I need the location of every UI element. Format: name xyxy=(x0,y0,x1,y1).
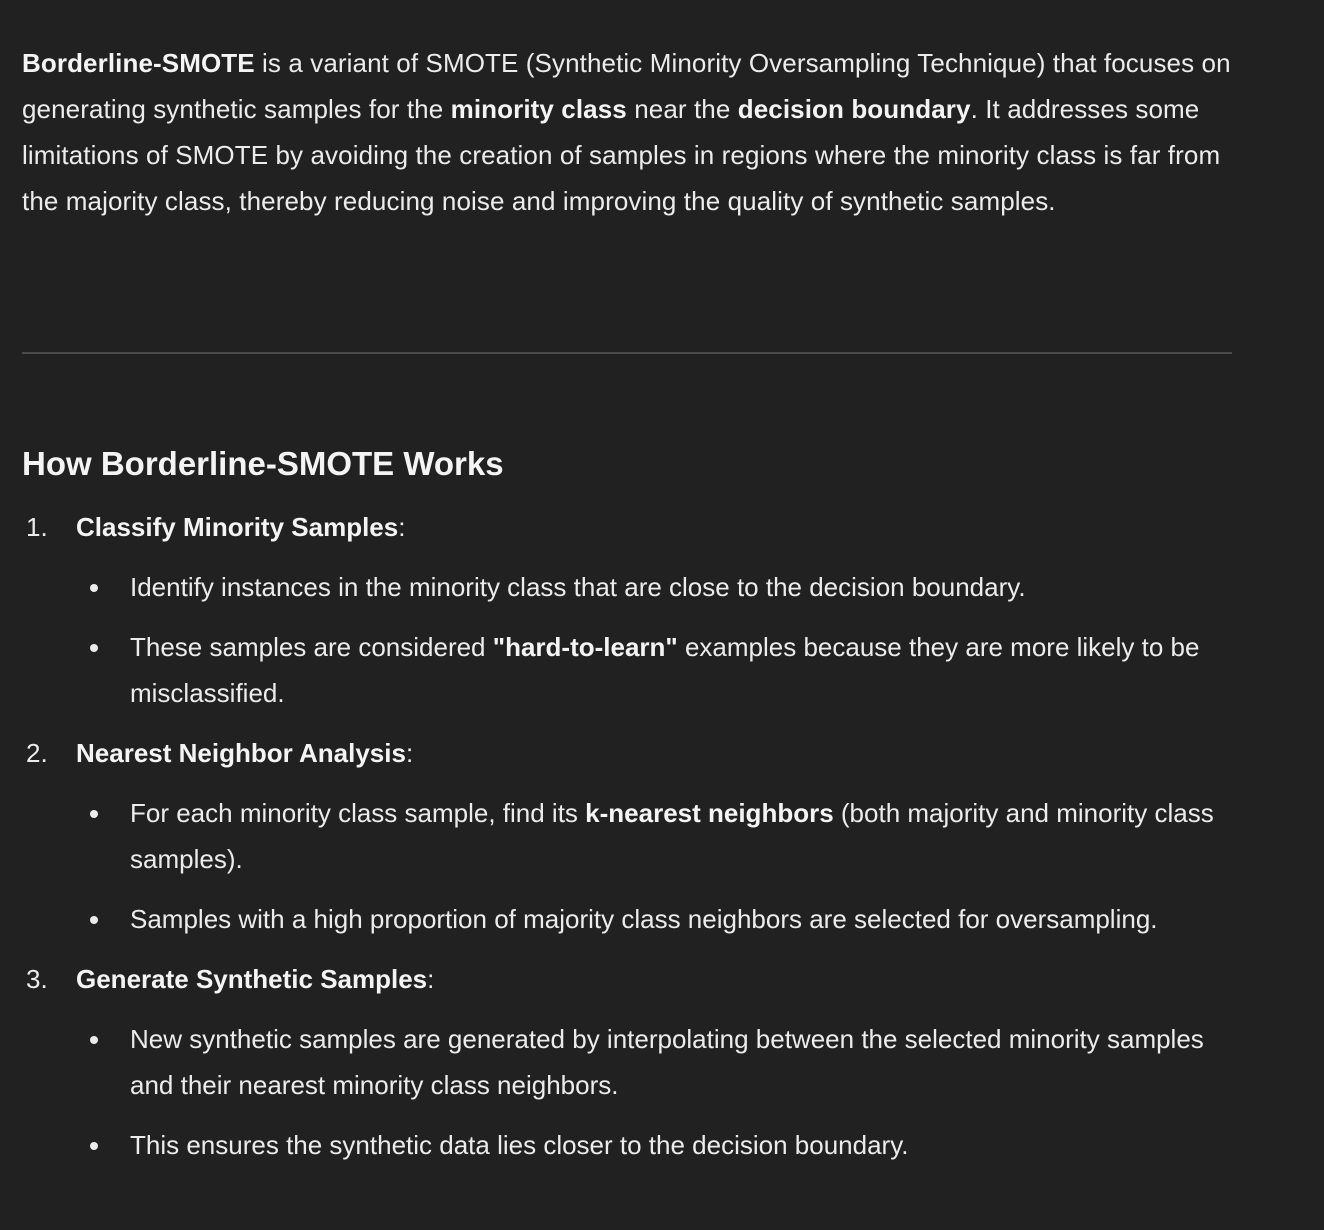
step-header xyxy=(22,956,1232,1002)
step-title-colon: : xyxy=(405,738,414,768)
bullet-text-bold: k-nearest neighbors xyxy=(585,798,834,828)
bullet-text-post: (both majority and minority class samples). xyxy=(130,798,1214,874)
bullet-dot-icon xyxy=(90,1142,98,1150)
step-title-colon: : xyxy=(398,512,406,542)
document-content xyxy=(22,40,1232,1160)
step-title-text: Classify Minority Samples xyxy=(76,512,399,542)
step-number: 3. xyxy=(26,964,48,994)
bullet-item xyxy=(22,564,1232,610)
step-title-text: Generate Synthetic Samples xyxy=(76,964,428,994)
step-header xyxy=(22,504,1232,550)
step-bullets xyxy=(22,1016,1232,1168)
step-title xyxy=(76,956,434,1002)
bullet-dot-icon xyxy=(90,584,98,592)
section-heading: How Borderline-SMOTE Works xyxy=(22,445,504,482)
bullet-text-pre: For each minority class sample, find its xyxy=(130,798,586,828)
bullet-dot-icon xyxy=(90,1036,98,1044)
step-header xyxy=(22,730,1232,776)
bullet-dot-icon xyxy=(90,916,98,924)
intro-bold-minority-class: minority class xyxy=(450,94,627,124)
step-item xyxy=(22,956,1232,1168)
bullet-text: This ensures the synthetic data lies closer to the decision boundary. xyxy=(130,1130,909,1160)
bullet-text: Samples with a high proportion of majority class neighbors are selected for oversampling. xyxy=(130,904,1158,934)
bullet-text-pre: These samples are considered xyxy=(130,632,493,662)
step-item xyxy=(22,730,1232,942)
step-bullets xyxy=(22,564,1232,716)
bullet-item xyxy=(22,896,1232,942)
step-number: 1. xyxy=(26,512,48,542)
step-title-colon: : xyxy=(427,964,435,994)
section-divider xyxy=(22,352,1232,354)
bullet-dot-icon xyxy=(90,644,98,652)
intro-text-2: near the xyxy=(626,94,738,124)
step-number: 2. xyxy=(26,738,48,768)
step-title-text: Nearest Neighbor Analysis xyxy=(76,738,406,768)
steps-list xyxy=(22,504,1232,1168)
bullet-item xyxy=(22,1016,1232,1108)
bullet-item xyxy=(22,1122,1232,1168)
bullet-dot-icon xyxy=(90,810,98,818)
intro-bold-decision-boundary: decision boundary xyxy=(737,94,971,124)
bullet-text: New synthetic samples are generated by interpolating between the selected minority samples and their nearest minority class neighbors. xyxy=(130,1024,1204,1100)
bullet-text-bold: "hard-to-learn" xyxy=(492,632,678,662)
step-bullets xyxy=(22,790,1232,942)
step-title xyxy=(76,504,405,550)
bullet-item xyxy=(22,624,1232,716)
bullet-text: Identify instances in the minority class that are close to the decision boundary. xyxy=(130,572,1026,602)
step-title xyxy=(76,730,413,776)
bullet-item xyxy=(22,790,1232,882)
step-item xyxy=(22,504,1232,716)
intro-term: Borderline-SMOTE xyxy=(22,48,255,78)
intro-paragraph xyxy=(22,40,1232,224)
bullet-text-post: examples because they are more likely to be misclassified. xyxy=(130,632,1200,708)
intro-text-1: is a variant of SMOTE (Synthetic Minority Oversampling Technique) that focuses on generating synthetic samples for the xyxy=(22,48,1231,124)
intro-text-3: . It addresses some limitations of SMOTE by avoiding the creation of samples in regions where the minority class is far from the majority class, thereby reducing noise and improving the quality of synthetic samples. xyxy=(22,94,1221,216)
